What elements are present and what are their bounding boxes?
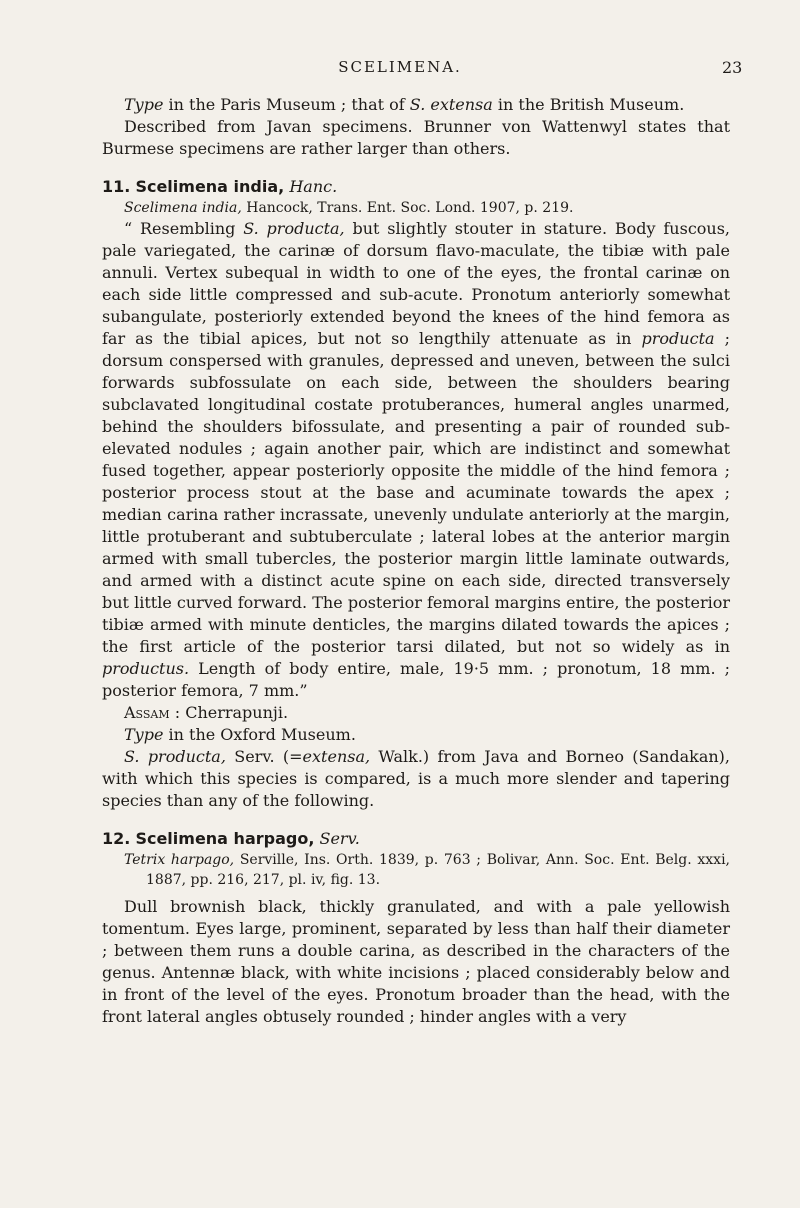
species-12-number: 12. xyxy=(102,829,131,848)
desc-part-d: Length of body entire, male, 19·5 mm. ; pronotum, 18 mm. ; posterior femora, 7 mm.” xyxy=(102,659,730,700)
species-11-author: Hanc. xyxy=(289,177,338,196)
type-text-2: in the Oxford Museum. xyxy=(163,725,356,744)
described-paragraph: Described from Javan specimens. Brunner von Wattenwyl states that Burmese specimens are rather larger than others. xyxy=(102,117,730,158)
note-text-b: Walk.) from Java and Borneo (Sandakan), with which this species is compared, is a much more slender and tapering species than any of the following. xyxy=(102,747,730,810)
species-11-number: 11. xyxy=(102,177,131,196)
species-11-heading xyxy=(102,176,730,198)
type-text-end: in the British Museum. xyxy=(492,95,685,114)
species-12-author: Serv. xyxy=(319,829,360,848)
note-text-a: Serv. (= xyxy=(225,747,303,766)
species-11-reference xyxy=(102,198,730,218)
species-12-reference xyxy=(102,850,730,890)
species-12-name: Scelimena harpago, xyxy=(135,829,315,848)
desc-italic-producta: S. producta, xyxy=(243,219,345,238)
desc-italic-producta-2: producta xyxy=(641,329,715,348)
desc-part-c: ; dorsum conspersed with granules, depressed and uneven, between the sulci forwards subfossulate on each side, between the shoulders bearing subclavated longitudinal costate protuberances, humeral angles unarmed, behind the shoulders bifossulate, and presenting a pair of rounded sub-elevated nodules ; again another pair, which are indistinct and somewhat fused together, appear posteriorly opposite the middle of the hind femora ; posterior process stout at the base and acuminate towards the apex ; median carina rather incrassate, unevenly undulate anteriorly at the margin, little protuberant and subtuberculate ; lateral lobes at the anterior margin armed with small tubercles, the posterior margin little laminate outwards, and armed with a distinct acute spine on each side, directed transversely but little curved forward. The posterior femoral margins entire, the posterior tibiæ armed with minute denticles, the margins dilated towards the apices ; the first article of the posterior tarsi dilated, but not so widely as in xyxy=(102,329,730,656)
species-11-description xyxy=(102,218,730,702)
type-text: in the Paris Museum ; that of xyxy=(163,95,410,114)
page-number: 23 xyxy=(722,58,743,77)
note-producta: S. producta, xyxy=(124,747,226,766)
species-12-heading xyxy=(102,828,730,850)
species-11-name: Scelimena india, xyxy=(135,177,285,196)
desc-italic-productus: productus. xyxy=(102,659,190,678)
spacer xyxy=(102,812,730,828)
species-11-locality xyxy=(102,702,730,724)
locality-assam: Assam xyxy=(124,703,170,722)
species-12-description: Dull brownish black, thickly granulated, and with a pale yellowish tomentum. Eyes large, prominent, separated by less than half their diameter ; between them runs a double carina, as described in the characters of the genus. Antennæ black, with white incisions ; placed considerably below and in front of the level of the eyes. Pronotum broader than the head, with the front lateral angles obtusely rounded ; hinder angles with a very xyxy=(102,897,730,1026)
locality-text: : Cherrapunji. xyxy=(169,703,289,722)
type-label-2: Type xyxy=(124,725,164,744)
species-11-ref-text: Hancock, Trans. Ent. Soc. Lond. 1907, p. 219. xyxy=(241,200,574,216)
type-paragraph xyxy=(102,94,730,116)
spacer xyxy=(102,160,730,176)
species-12-ref-name: Tetrix harpago, xyxy=(124,852,235,868)
desc-part-a: “ Resembling xyxy=(124,219,244,238)
running-header xyxy=(0,58,800,82)
species-11-ref-name: Scelimena india, xyxy=(124,200,242,216)
page-body xyxy=(102,94,730,1028)
species-12-ref-text: Serville, Ins. Orth. 1839, p. 763 ; Bolivar, Ann. Soc. Ent. Belg. xxxi, 1887, pp. 216, 217, pl. iv, fig. 13. xyxy=(146,852,731,888)
species-extensa: S. extensa xyxy=(409,95,493,114)
note-extensa: extensa, xyxy=(302,747,371,766)
running-title: SCELIMENA. xyxy=(338,58,462,76)
species-11-note xyxy=(102,746,730,812)
type-label: Type xyxy=(124,95,164,114)
desc-part-b: but slightly stouter in stature. Body fuscous, pale variegated, the carinæ of dorsum flavo-maculate, the tibiæ with pale annuli. Vertex subequal in width to one of the eyes, the frontal carinæ on each side little compressed and sub-acute. Pronotum anteriorly somewhat subangulate, posteriorly extended beyond the knees of the hind femora as far as the tibial apices, but not so lengthily attenuate as in xyxy=(102,219,731,348)
species-11-type xyxy=(102,724,730,746)
